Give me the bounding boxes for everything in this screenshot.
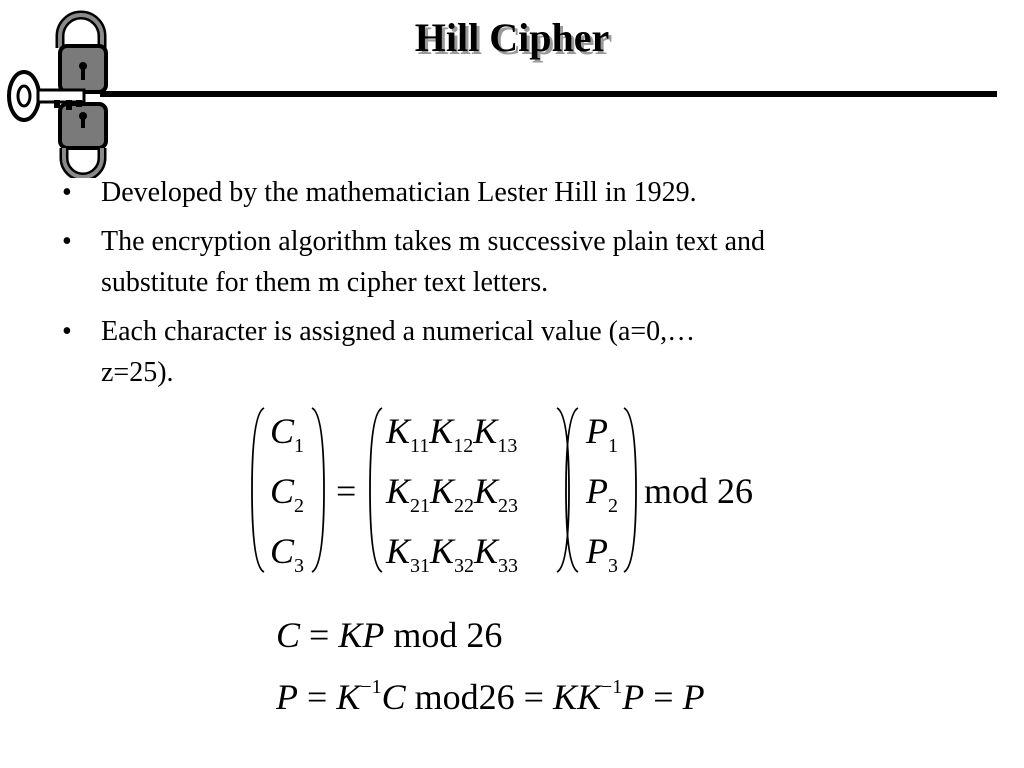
eq-equals: =: [309, 615, 330, 655]
k-subscript: 32: [454, 555, 475, 577]
k-subscript: 12: [453, 435, 474, 457]
p-subscript: 2: [608, 495, 618, 517]
eq-equals: =: [523, 677, 544, 717]
c-symbol: C: [270, 471, 295, 511]
p-subscript: 3: [608, 555, 618, 577]
k-row: [386, 473, 518, 516]
eq-c: C: [276, 615, 301, 655]
p-subscript: 1: [608, 435, 618, 457]
c-subscript: 2: [294, 495, 305, 517]
decryption-equation: [276, 676, 705, 718]
title-divider: [100, 91, 997, 97]
eq-p: P: [276, 677, 298, 717]
k-subscript: 23: [498, 495, 519, 517]
eq-p: P: [682, 677, 705, 717]
p-symbol: P: [586, 531, 608, 571]
c-subscript: 1: [294, 435, 305, 457]
eq-equals: =: [307, 677, 328, 717]
eq-modulus: 26: [466, 615, 503, 655]
k-symbol: K: [429, 411, 454, 451]
eq-k: K: [336, 677, 361, 717]
eq-equals: =: [653, 677, 674, 717]
k-subscript: 22: [454, 495, 475, 517]
bullet-list: [62, 172, 962, 401]
k-symbol: K: [474, 471, 499, 511]
eq-inverse-exponent: −1: [600, 676, 623, 698]
eq-mod: mod: [414, 677, 479, 717]
eq-inverse-exponent: −1: [360, 676, 382, 698]
slide-title: Hill Cipher: [414, 15, 610, 60]
eq-kk: KK: [552, 677, 601, 717]
p-symbol: P: [586, 411, 608, 451]
k-symbol: K: [386, 411, 411, 451]
bullet-glyph: •: [62, 177, 72, 208]
eq-modulus: 26: [478, 677, 515, 717]
eq-mod: mod: [393, 615, 458, 655]
k-symbol: K: [430, 471, 455, 511]
c-symbol: C: [270, 531, 295, 571]
k-symbol: K: [473, 411, 498, 451]
bullet-item: [62, 311, 962, 393]
k-subscript: 21: [410, 495, 431, 517]
bullet-text: Each character is assigned a numerical value (a=0,…z=25).: [101, 316, 696, 388]
eq-c: C: [381, 677, 406, 717]
eq-p: P: [622, 677, 645, 717]
mod-operator: mod: [644, 471, 709, 511]
p-symbol: P: [586, 471, 608, 511]
k-symbol: K: [430, 531, 455, 571]
bullet-item: [62, 172, 962, 213]
k-symbol: K: [386, 471, 411, 511]
bullet-text: Developed by the mathematician Lester Hill in 1929.: [101, 177, 697, 208]
bullet-text: The encryption algorithm takes m successive plain text and substitute for them m cipher text letters.: [101, 226, 766, 298]
k-subscript: 11: [410, 435, 430, 457]
k-subscript: 13: [497, 435, 518, 457]
equals-sign: =: [336, 471, 357, 511]
bullet-glyph: •: [62, 316, 72, 347]
k-row: [386, 533, 518, 576]
k-subscript: 31: [410, 555, 431, 577]
mod-term: [644, 473, 753, 509]
bullet-item: [62, 221, 962, 303]
k-symbol: K: [386, 531, 411, 571]
modulus-value: 26: [717, 471, 754, 511]
eq-kp: KP: [338, 615, 385, 655]
encryption-equation: [276, 614, 502, 656]
k-row: [386, 413, 517, 456]
c-symbol: C: [270, 411, 295, 451]
k-subscript: 33: [498, 555, 519, 577]
c-subscript: 3: [294, 555, 305, 577]
bullet-glyph: •: [62, 226, 72, 257]
k-symbol: K: [474, 531, 499, 571]
